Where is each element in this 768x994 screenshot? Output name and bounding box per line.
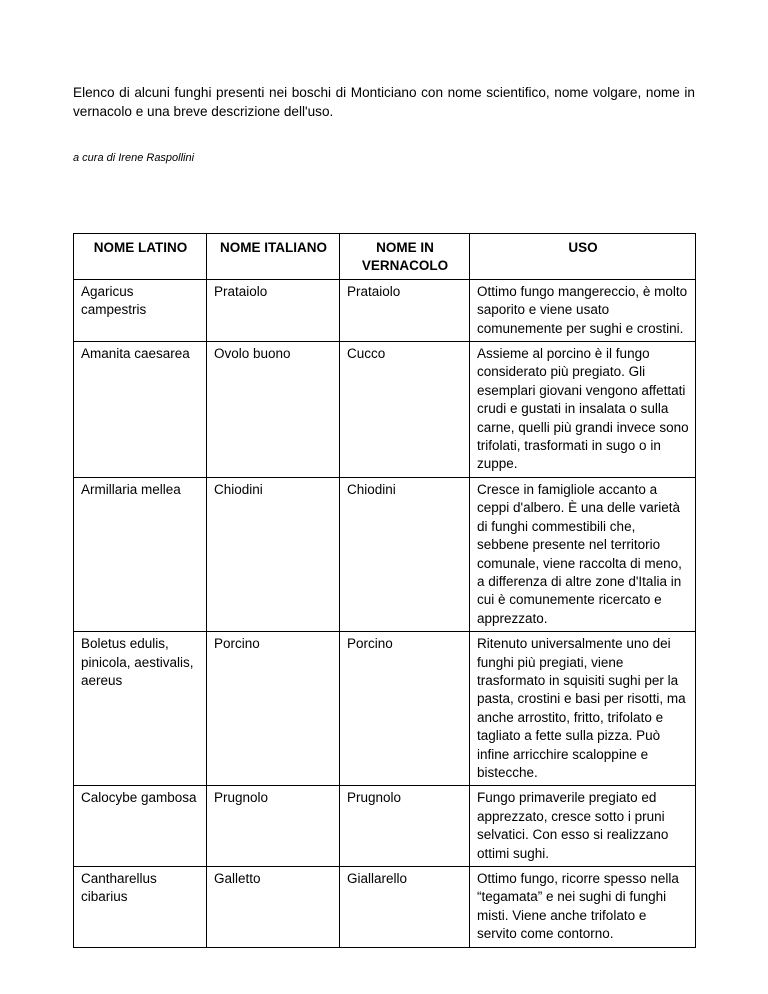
cell-use: Assieme al porcino è il fungo considerato più pregiato. Gli esemplari giovani vengono affettati crudi e gustati in insalata o sulla carne, quelli più grandi invece sono trifolati, trasformati in sugo o in zuppe. xyxy=(470,342,696,478)
table-header-row xyxy=(74,234,696,280)
cell-use: Fungo primaverile pregiato ed apprezzato, cresce sotto i pruni selvatici. Con esso si realizzano ottimi sughi. xyxy=(470,786,696,867)
cell-use: Cresce in famigliole accanto a ceppi d'albero. È una delle varietà di funghi commestibili che, sebbene presente nel territorio comunale, viene raccolta di meno, a differenza di altre zone d'Italia in cui è comunemente ricercato e apprezzato. xyxy=(470,477,696,631)
table-row xyxy=(74,867,696,948)
table-row xyxy=(74,342,696,478)
author-credit: a cura di Irene Raspollini xyxy=(73,152,195,164)
cell-italian-name: Prataiolo xyxy=(207,279,340,341)
table-row xyxy=(74,632,696,786)
cell-use: Ritenuto universalmente uno dei funghi più pregiati, viene trasformato in squisiti sughi per la pasta, crostini e basi per risotti, ma anche arrostito, fritto, trifolato e tagliato a fette sulla pizza. Può infine arricchire scaloppine e bistecche. xyxy=(470,632,696,786)
header-use: USO xyxy=(470,234,696,280)
mushroom-table xyxy=(73,233,696,948)
cell-latin-name: Boletus edulis, pinicola, aestivalis, aereus xyxy=(74,632,207,786)
cell-italian-name: Ovolo buono xyxy=(207,342,340,478)
cell-latin-name: Armillaria mellea xyxy=(74,477,207,631)
cell-latin-name: Agaricus campestris xyxy=(74,279,207,341)
cell-vernacular-name: Giallarello xyxy=(340,867,470,948)
header-vernacular-name: NOME IN VERNACOLO xyxy=(340,234,470,280)
table-row xyxy=(74,477,696,631)
table-row xyxy=(74,279,696,341)
cell-use: Ottimo fungo, ricorre spesso nella “tegamata” e nei sughi di funghi misti. Viene anche trifolato e servito come contorno. xyxy=(470,867,696,948)
cell-vernacular-name: Porcino xyxy=(340,632,470,786)
cell-italian-name: Porcino xyxy=(207,632,340,786)
cell-latin-name: Cantharellus cibarius xyxy=(74,867,207,948)
cell-italian-name: Galletto xyxy=(207,867,340,948)
cell-vernacular-name: Prataiolo xyxy=(340,279,470,341)
intro-paragraph: Elenco di alcuni funghi presenti nei boschi di Monticiano con nome scientifico, nome volgare, nome in vernacolo e una breve descrizione dell'uso. xyxy=(73,85,695,119)
table-row xyxy=(74,786,696,867)
cell-use: Ottimo fungo mangereccio, è molto saporito e viene usato comunemente per sughi e crostini. xyxy=(470,279,696,341)
cell-vernacular-name: Cucco xyxy=(340,342,470,478)
cell-vernacular-name: Chiodini xyxy=(340,477,470,631)
header-italian-name: NOME ITALIANO xyxy=(207,234,340,280)
cell-vernacular-name: Prugnolo xyxy=(340,786,470,867)
header-latin-name: NOME LATINO xyxy=(74,234,207,280)
cell-latin-name: Amanita caesarea xyxy=(74,342,207,478)
cell-italian-name: Chiodini xyxy=(207,477,340,631)
cell-latin-name: Calocybe gambosa xyxy=(74,786,207,867)
cell-italian-name: Prugnolo xyxy=(207,786,340,867)
